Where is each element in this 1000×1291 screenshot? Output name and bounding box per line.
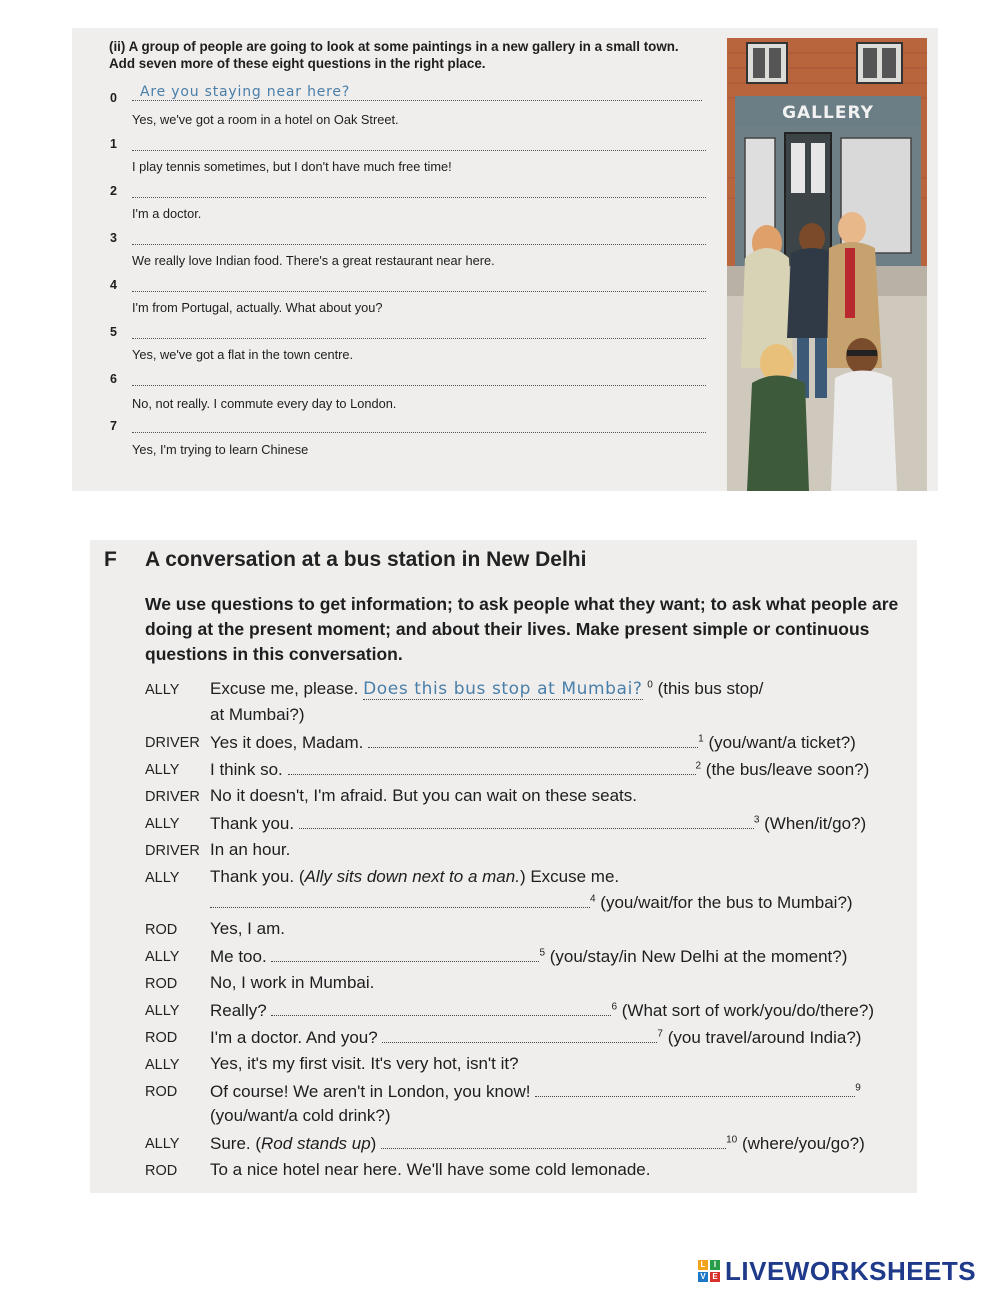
dialogue-text: To a nice hotel near here. We'll have some cold lemonade. bbox=[210, 1160, 651, 1179]
item-number: 5 bbox=[110, 325, 117, 339]
speaker-label: ALLY bbox=[145, 816, 180, 832]
dialogue-text: Yes, I am. bbox=[210, 919, 285, 938]
stage-direction: Rod stands up bbox=[261, 1134, 371, 1153]
logo-text: LIVEWORKSHEETS bbox=[725, 1255, 977, 1286]
answer-input-7[interactable] bbox=[132, 416, 706, 433]
dialogue-text: ) bbox=[370, 1134, 377, 1153]
section-letter: F bbox=[104, 548, 117, 571]
item-number: 1 bbox=[110, 137, 117, 151]
response-text: Yes, I'm trying to learn Chinese bbox=[132, 442, 309, 457]
speaker-label: ROD bbox=[145, 1084, 178, 1100]
gallery-sign: GALLERY bbox=[782, 103, 874, 123]
dialogue-line bbox=[210, 1027, 861, 1048]
dialogue-text: Of course! We aren't in London, you know! bbox=[210, 1082, 531, 1101]
response-text: No, not really. I commute every day to London. bbox=[132, 396, 397, 411]
response-text: I play tennis sometimes, but I don't have much free time! bbox=[132, 159, 452, 174]
response-text: Yes, we've got a room in a hotel on Oak Street. bbox=[132, 112, 399, 127]
answer-blank-9[interactable] bbox=[535, 1081, 855, 1097]
dialogue-text: I'm a doctor. And you? bbox=[210, 1028, 378, 1047]
gap-number: 4 bbox=[590, 893, 596, 905]
speaker-label: ROD bbox=[145, 976, 178, 992]
item-number: 4 bbox=[110, 278, 117, 292]
dialogue-text: In an hour. bbox=[210, 840, 291, 859]
prompt-cue: (When/it/go?) bbox=[764, 814, 867, 833]
speaker-label: ROD bbox=[145, 922, 178, 938]
dialogue-text: Thank you. ( bbox=[210, 867, 305, 886]
gallery-exercise-panel bbox=[72, 28, 938, 491]
answer-blank-1[interactable] bbox=[368, 732, 698, 748]
logo-tile: E bbox=[710, 1272, 720, 1282]
answer-blank-5[interactable] bbox=[271, 946, 539, 962]
exercise-ii-instructions: (ii) A group of people are going to look at some paintings in a new gallery in a small town. Add seven more of these eight questions in the right place. bbox=[109, 39, 679, 71]
gap-number: 5 bbox=[539, 947, 545, 959]
dialogue-text: ) Excuse me. bbox=[519, 867, 620, 886]
section-f-panel bbox=[90, 540, 917, 1193]
answer-blank-2[interactable] bbox=[288, 759, 696, 775]
prompt-cue: (where/you/go?) bbox=[741, 1134, 865, 1153]
response-text: I'm a doctor. bbox=[132, 206, 202, 221]
dialogue-text: Excuse me, please. bbox=[210, 679, 359, 698]
dialogue-text: Thank you. bbox=[210, 814, 295, 833]
logo-tile: I bbox=[710, 1260, 720, 1270]
item-number: 2 bbox=[110, 184, 117, 198]
dialogue-text: Yes it does, Madam. bbox=[210, 733, 364, 752]
item-number: 0 bbox=[110, 91, 117, 105]
gap-number: 2 bbox=[695, 760, 702, 772]
dialogue-text: Sure. ( bbox=[210, 1134, 262, 1153]
prompt-cue: (this bus stop/ bbox=[657, 679, 764, 698]
dialogue-text: No it doesn't, I'm afraid. But you can wait on these seats. bbox=[210, 786, 637, 805]
example-answer: Are you staying near here? bbox=[140, 84, 351, 100]
stage-direction: Ally sits down next to a man. bbox=[304, 867, 520, 886]
dialogue-line bbox=[210, 867, 619, 887]
item-number: 7 bbox=[110, 419, 117, 433]
logo-tile: V bbox=[698, 1272, 708, 1282]
speaker-label: ALLY bbox=[145, 1003, 180, 1019]
gap-number: 0 bbox=[647, 679, 653, 691]
speaker-label: DRIVER bbox=[145, 735, 200, 751]
speaker-label: ALLY bbox=[145, 949, 180, 965]
dialogue-text: No, I work in Mumbai. bbox=[210, 973, 375, 992]
prompt-cue: (the bus/leave soon?) bbox=[705, 760, 870, 779]
speaker-label: ALLY bbox=[145, 762, 180, 778]
dialogue-text: Me too. bbox=[210, 947, 267, 966]
gallery-illustration bbox=[727, 38, 927, 491]
answer-input-3[interactable] bbox=[132, 228, 706, 245]
speaker-label: DRIVER bbox=[145, 789, 200, 805]
dialogue-continuation bbox=[210, 892, 853, 913]
answer-blank-7[interactable] bbox=[382, 1027, 657, 1043]
response-text: Yes, we've got a flat in the town centre. bbox=[132, 347, 354, 362]
dialogue-line bbox=[210, 679, 763, 699]
dialogue-line bbox=[210, 732, 856, 753]
prompt-cue: (you/want/a ticket?) bbox=[708, 733, 856, 752]
dialogue-text: Really? bbox=[210, 1001, 267, 1020]
gap-number: 1 bbox=[698, 733, 704, 745]
answer-blank-4[interactable] bbox=[210, 892, 590, 908]
prompt-cue: (you/wait/for the bus to Mumbai?) bbox=[600, 893, 853, 912]
gap-number: 6 bbox=[611, 1001, 617, 1013]
prompt-cue: (you travel/around India?) bbox=[667, 1028, 862, 1047]
dialogue-line bbox=[210, 946, 847, 967]
speaker-label: ROD bbox=[145, 1030, 178, 1046]
item-number: 6 bbox=[110, 372, 117, 386]
speaker-label: ALLY bbox=[145, 870, 180, 886]
answer-input-4[interactable] bbox=[132, 275, 706, 292]
gap-number: 3 bbox=[753, 814, 760, 826]
logo-icon bbox=[698, 1260, 720, 1282]
answer-input-5[interactable] bbox=[132, 322, 706, 339]
answer-input-1[interactable] bbox=[132, 134, 706, 151]
answer-input-6[interactable] bbox=[132, 369, 706, 386]
dialogue-line bbox=[210, 1000, 874, 1021]
section-title: A conversation at a bus station in New Delhi bbox=[145, 548, 587, 571]
dialogue-line bbox=[210, 1081, 861, 1102]
speaker-label: ALLY bbox=[145, 1136, 180, 1152]
speaker-label: ROD bbox=[145, 1163, 178, 1179]
answer-blank-6[interactable] bbox=[271, 1000, 611, 1016]
answer-blank-3[interactable] bbox=[299, 813, 754, 829]
gap-number: 7 bbox=[657, 1028, 663, 1040]
response-text: I'm from Portugal, actually. What about you? bbox=[132, 300, 383, 315]
item-number: 3 bbox=[110, 231, 117, 245]
answer-blank-10[interactable] bbox=[381, 1133, 726, 1149]
section-f-instructions: We use questions to get information; to ask people what they want; to ask what people are doing at the present moment; and about their lives. Make present simple or continuous questions in this conversation. bbox=[145, 594, 899, 664]
dialogue-text: I think so. bbox=[210, 760, 283, 779]
dialogue-line bbox=[210, 813, 866, 834]
response-text: We really love Indian food. There's a great restaurant near here. bbox=[132, 253, 495, 268]
prompt-cue: (you/stay/in New Delhi at the moment?) bbox=[549, 947, 848, 966]
liveworksheets-logo bbox=[698, 1255, 976, 1287]
dialogue-line bbox=[210, 759, 869, 780]
prompt-cue: (What sort of work/you/do/there?) bbox=[621, 1001, 875, 1020]
speaker-label: DRIVER bbox=[145, 843, 200, 859]
answer-input-2[interactable] bbox=[132, 181, 706, 198]
dialogue-text: Yes, it's my first visit. It's very hot, isn't it? bbox=[210, 1054, 519, 1073]
dialogue-line bbox=[210, 1133, 865, 1154]
example-answer: Does this bus stop at Mumbai? bbox=[363, 679, 643, 699]
speaker-label: ALLY bbox=[145, 1057, 180, 1073]
dialogue-continuation: at Mumbai?) bbox=[210, 705, 305, 724]
logo-tile: L bbox=[698, 1260, 708, 1270]
gap-number: 10 bbox=[726, 1134, 738, 1146]
dialogue-continuation: (you/want/a cold drink?) bbox=[210, 1106, 391, 1125]
speaker-label: ALLY bbox=[145, 682, 180, 698]
gap-number: 9 bbox=[855, 1082, 861, 1094]
